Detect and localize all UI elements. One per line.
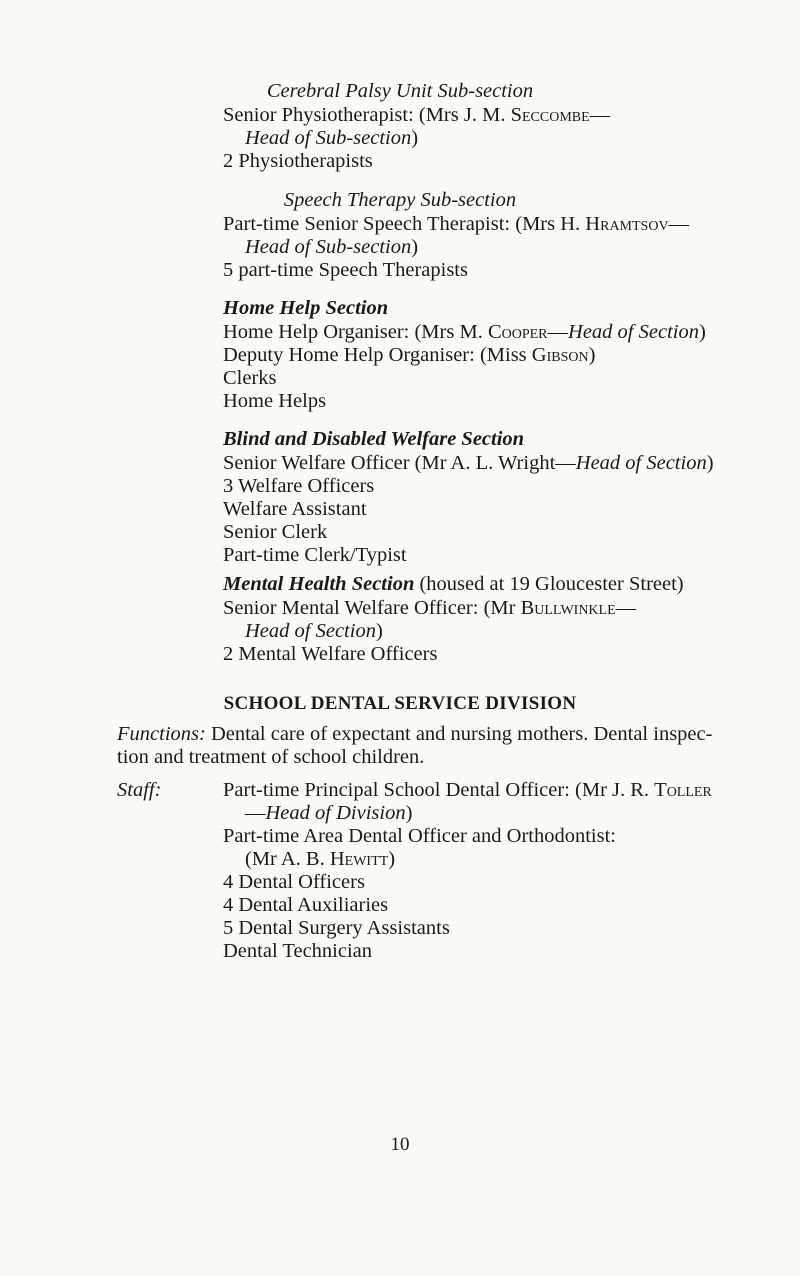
page-number: 10 — [390, 1134, 410, 1155]
home-help-line-2: Deputy Home Help Organiser: (Miss Gibson) — [223, 344, 596, 366]
dental-functions-line-1: Functions: Dental care of expectant and nursing mothers. Dental inspec- — [117, 723, 713, 745]
dental-staff-line-3: Part-time Area Dental Officer and Orthodontist: — [223, 825, 616, 847]
cerebral-line-3: 2 Physiotherapists — [223, 150, 373, 172]
blind-line-2: 3 Welfare Officers — [223, 475, 375, 497]
dental-staff-line-4: (Mr A. B. Hewitt) — [245, 848, 396, 870]
cerebral-line-2: Head of Sub-section) — [245, 127, 419, 149]
blind-line-3: Welfare Assistant — [223, 498, 367, 520]
speech-line-2: Head of Sub-section) — [245, 236, 419, 258]
speech-line-3: 5 part-time Speech Therapists — [223, 259, 468, 281]
speech-therapy-title: Speech Therapy Sub-section — [283, 189, 517, 211]
dental-division-heading: SCHOOL DENTAL SERVICE DIVISION — [223, 693, 577, 714]
mental-line-2: Head of Section) — [245, 620, 383, 642]
home-help-line-4: Home Helps — [223, 390, 327, 412]
dental-functions-line-2: tion and treatment of school children. — [117, 746, 425, 768]
blind-line-4: Senior Clerk — [223, 521, 328, 543]
speech-line-1: Part-time Senior Speech Therapist: (Mrs H. Hramtsov— — [223, 213, 690, 235]
dental-staff-line-7: 5 Dental Surgery Assistants — [223, 917, 450, 939]
functions-label: Functions: — [117, 723, 206, 745]
mental-health-title: Mental Health Section (housed at 19 Gloucester Street) — [223, 573, 684, 595]
dental-staff-line-1: Part-time Principal School Dental Officer: (Mr J. R. Toller — [223, 779, 712, 801]
blind-welfare-title: Blind and Disabled Welfare Section — [223, 428, 525, 450]
cerebral-line-1: Senior Physiotherapist: (Mrs J. M. Seccombe— — [223, 104, 611, 126]
dental-staff-line-6: 4 Dental Auxiliaries — [223, 894, 389, 916]
dental-staff-line-8: Dental Technician — [223, 940, 373, 962]
home-help-line-3: Clerks — [223, 367, 277, 389]
cerebral-palsy-title: Cerebral Palsy Unit Sub-section — [266, 80, 534, 102]
mental-line-3: 2 Mental Welfare Officers — [223, 643, 438, 665]
blind-line-1: Senior Welfare Officer (Mr A. L. Wright—Head of Section) — [223, 452, 714, 474]
home-help-title: Home Help Section — [223, 297, 389, 319]
staff-label: Staff: — [117, 779, 162, 801]
home-help-line-1: Home Help Organiser: (Mrs M. Cooper—Head of Section) — [223, 321, 706, 343]
dental-staff-line-5: 4 Dental Officers — [223, 871, 365, 893]
dental-staff-line-2: —Head of Division) — [245, 802, 413, 824]
mental-line-1: Senior Mental Welfare Officer: (Mr Bullwinkle— — [223, 597, 637, 619]
blind-line-5: Part-time Clerk/Typist — [223, 544, 407, 566]
